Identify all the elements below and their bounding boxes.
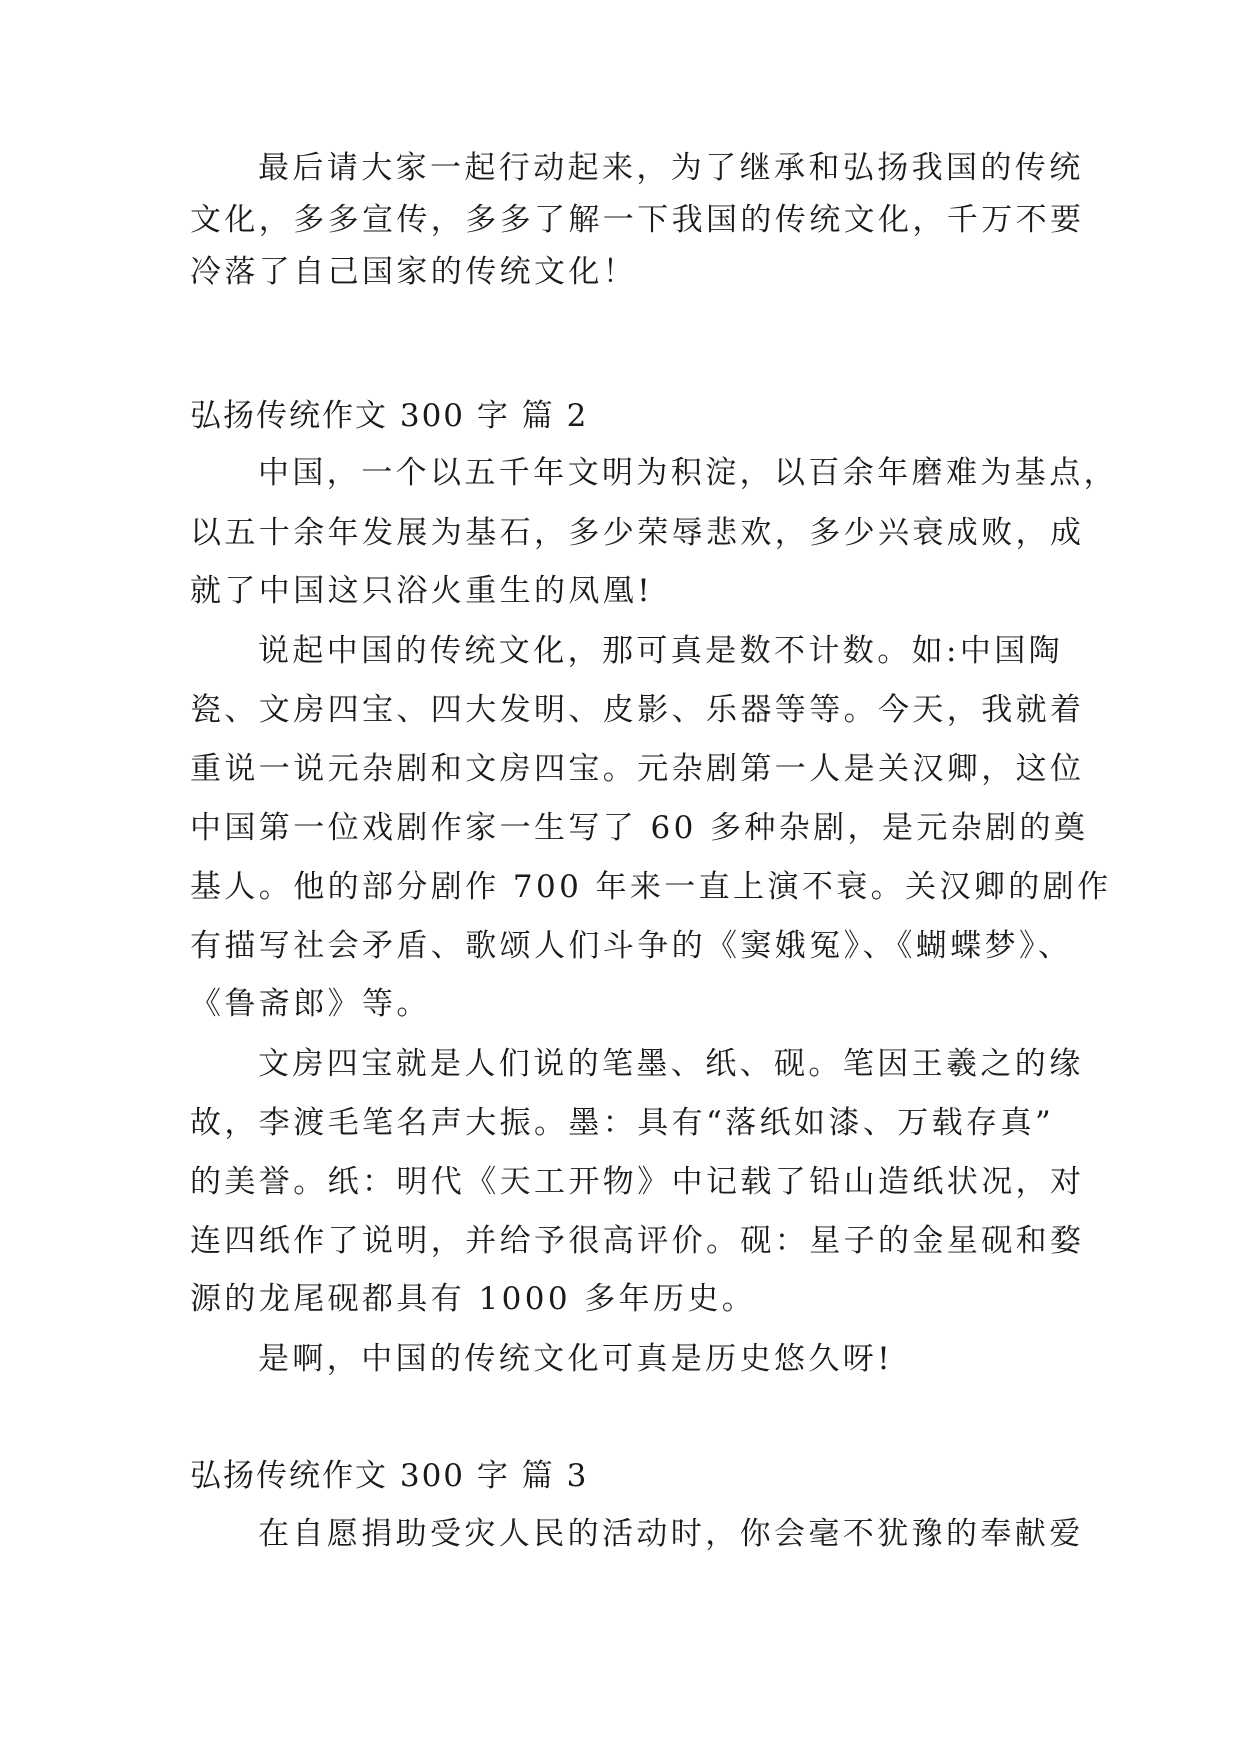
- section-heading: 弘扬传统作文 300 字 篇 3: [190, 1458, 589, 1494]
- paragraph-line: 最后请大家一起行动起来，为了继承和弘扬我国的传统: [258, 150, 1084, 186]
- paragraph-line: 的美誉。纸：明代《天工开物》中记载了铅山造纸状况，对: [190, 1164, 1085, 1200]
- paragraph-line: 冷落了自己国家的传统文化！: [190, 254, 638, 290]
- paragraph-line: 瓷、文房四宝、四大发明、皮影、乐器等等。今天，我就着: [190, 692, 1085, 728]
- paragraph-line: 说起中国的传统文化，那可真是数不计数。如:中国陶: [258, 633, 1064, 669]
- paragraph-line: 有描写社会矛盾、歌颂人们斗争的《窦娥冤》、《蝴蝶梦》、: [190, 928, 1073, 964]
- paragraph-line: 在自愿捐助受灾人民的活动时，你会毫不犹豫的奉献爱: [258, 1516, 1084, 1552]
- section-heading: 弘扬传统作文 300 字 篇 2: [190, 398, 589, 434]
- paragraph-line: 文房四宝就是人们说的笔墨、纸、砚。笔因王羲之的缘: [258, 1046, 1084, 1082]
- paragraph-line: 重说一说元杂剧和文房四宝。元杂剧第一人是关汉卿，这位: [190, 751, 1085, 787]
- paragraph-line: 源的龙尾砚都具有 1000 多年历史。: [190, 1281, 757, 1317]
- paragraph-line: 中国第一位戏剧作家一生写了 60 多种杂剧，是元杂剧的奠: [190, 810, 1089, 846]
- paragraph-line: 就了中国这只浴火重生的凤凰!: [190, 573, 654, 609]
- paragraph-line: 中国，一个以五千年文明为积淀，以百余年磨难为基点，: [258, 455, 1118, 491]
- paragraph-line: 连四纸作了说明，并给予很高评价。砚：星子的金星砚和婺: [190, 1223, 1085, 1259]
- paragraph-line: 以五十余年发展为基石，多少荣辱悲欢，多少兴衰成败，成: [190, 515, 1085, 551]
- paragraph-line: 文化，多多宣传，多多了解一下我国的传统文化，千万不要: [190, 202, 1085, 238]
- paragraph-line: 是啊，中国的传统文化可真是历史悠久呀!: [258, 1341, 894, 1377]
- paragraph-line: 故，李渡毛笔名声大振。墨：具有“落纸如漆、万载存真”: [190, 1105, 1055, 1141]
- paragraph-line: 基人。他的部分剧作 700 年来一直上演不衰。关汉卿的剧作: [190, 869, 1112, 905]
- paragraph-line: 《鲁斋郎》等。: [190, 986, 431, 1022]
